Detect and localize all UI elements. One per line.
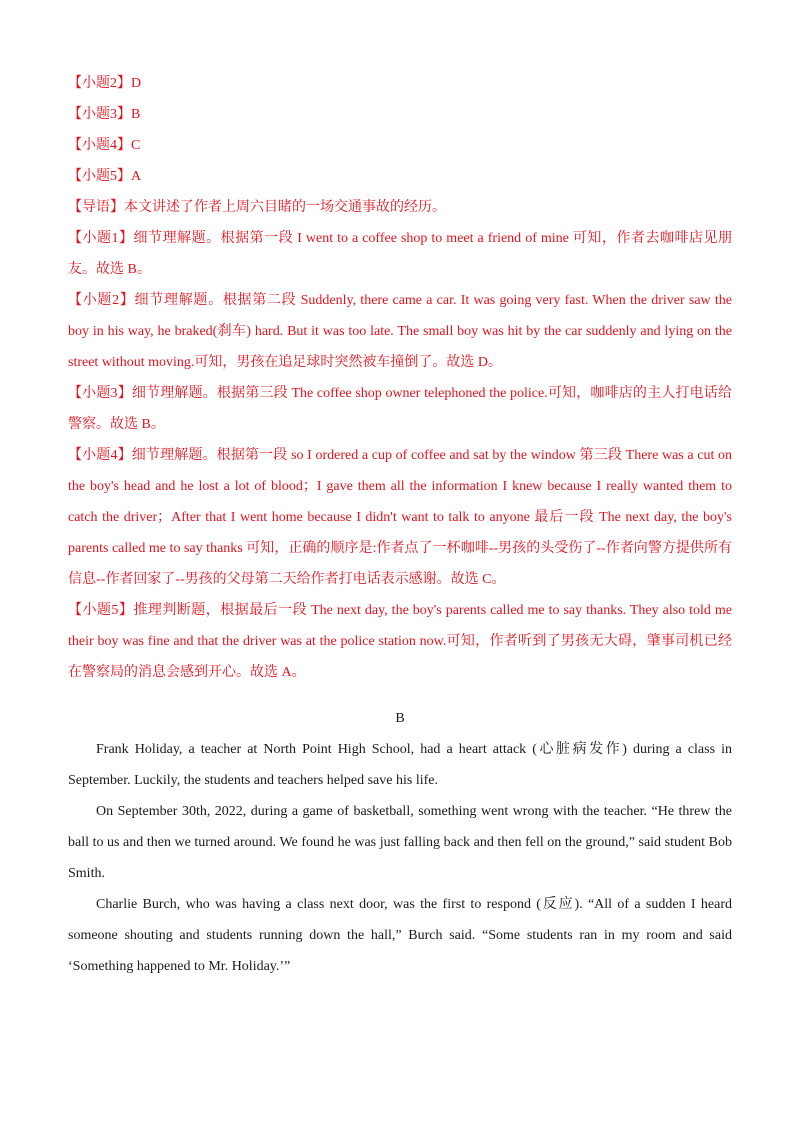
answer-q4: 【小题4】C [68, 138, 141, 153]
explanation-q1: 【小题1】细节理解题。根据第一段 I went to a coffee shop to meet a friend of mine 可知，作者去咖啡店见朋友。故选 B。 [68, 231, 732, 277]
explanation-q2: 【小题2】细节理解题。根据第二段 Suddenly, there came a car. It was going very fast. When the driver saw the boy in his way, he braked(刹车) hard. But it was too late. The small boy was hit by the car suddenly and lying on the street without moving.可知，男孩在追足球时突然被车撞倒了。故选 D。 [68, 293, 732, 370]
answer-q5: 【小题5】A [68, 169, 142, 184]
explanation-q4: 【小题4】细节理解题。根据第一段 so I ordered a cup of coffee and sat by the window 第三段 There was a cut on the boy's head and he lost a lot of blood；I gave them all the information I knew because I really wanted them to catch the driver；After that I went home because I didn't want to talk to anyone 最后一段 The next day, the boy's parents called me to say thanks 可知，正确的顺序是:作者点了一杯咖啡--男孩的头受伤了--作者向警方提供所有信息--作者回家了--男孩的父母第二天给作者打电话表示感谢。故选 C。 [68, 448, 732, 587]
passage-b [68, 703, 732, 982]
paragraph-3: Charlie Burch, who was having a class next door, was the first to respond (反应). “All of a sudden I heard someone shouting and students running down the hall,” Burch said. “Some students ran in my room and said ‘Something happened to Mr. Holiday.’” [68, 897, 732, 974]
answer-q2: 【小题2】D [68, 76, 142, 91]
answer-q3: 【小题3】B [68, 107, 141, 122]
paragraph-1: Frank Holiday, a teacher at North Point High School, had a heart attack (心脏病发作) during a class in September. Luckily, the students and teachers helped save his life. [68, 742, 732, 788]
explanation-q3: 【小题3】细节理解题。根据第三段 The coffee shop owner telephoned the police.可知，咖啡店的主人打电话给警察。故选 B。 [68, 386, 732, 432]
section-title: B [395, 711, 405, 726]
paragraph-2: On September 30th, 2022, during a game of basketball, something went wrong with the teacher. “He threw the ball to us and then we turned around. We found he was just falling back and then fell on the ground,” said student Bob Smith. [68, 804, 732, 881]
answer-key [68, 68, 732, 688]
guide-summary: 【导语】本文讲述了作者上周六目睹的一场交通事故的经历。 [68, 200, 446, 215]
explanation-q5: 【小题5】推理判断题，根据最后一段 The next day, the boy's parents called me to say thanks. They also told me their boy was fine and that the driver was at the police station now.可知，作者听到了男孩无大碍，肇事司机已经在警察局的消息会感到开心。故选 A。 [68, 603, 732, 680]
